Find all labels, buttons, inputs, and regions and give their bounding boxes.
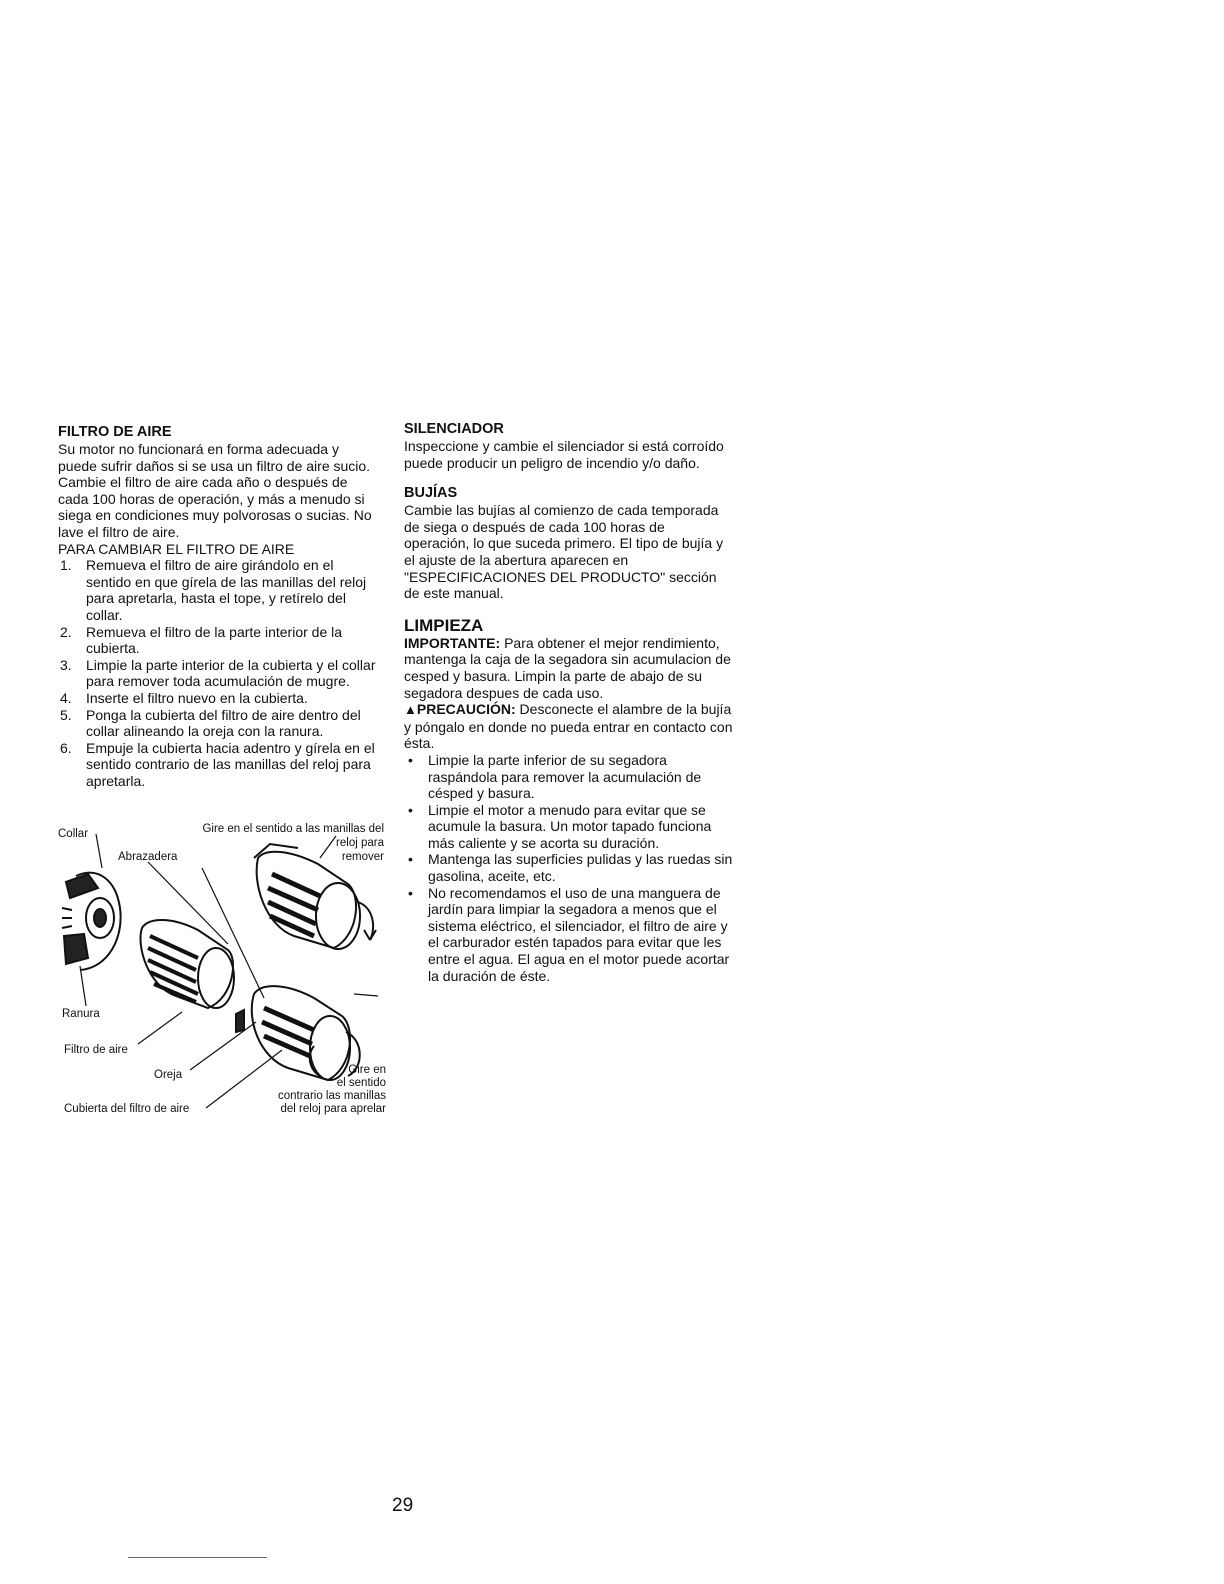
page-number: 29 <box>392 1495 414 1516</box>
left-column <box>58 424 380 789</box>
caution-label: PRECAUCIÓN: <box>416 701 516 718</box>
label-turn-remove-3: remover <box>341 851 384 863</box>
bullet-icon: • <box>408 751 413 768</box>
air-filter-diagram <box>58 818 392 1124</box>
list-item: • No recomendamos el uso de una manguera de jardín para limpiar la segadora a menos que el sistema eléctrico, el silenciador, el filtro de aire y el carburador estén tapados para evitar que les entre el agua. El agua en el motor puede acortar la duración de éste. <box>408 884 730 984</box>
label-slot: Ranura <box>62 1008 100 1020</box>
important-note: IMPORTANTE: Para obtener el mejor rendimiento, mantenga la caja de la segadora sin acumulacion de cesped y basura. Limpin la parte de abajo de su segadora despues de cada uso. <box>404 634 731 701</box>
air-filter-intro: Su motor no funcionará en forma adecuada y puede sufrir daños si se usa un filtro de aire sucio. <box>58 441 371 474</box>
label-ear: Oreja <box>154 1069 183 1081</box>
label-collar: Collar <box>58 828 89 840</box>
spark-plugs-text: Cambie las bujías al comienzo de cada temporada de siega o después de cada 100 horas de operación, lo que suceda primero. El tipo de bujía y el ajuste de la abertura aparecen en "ESPECIFICACIONES DEL PRODUCTO" sección de este manual. <box>404 502 724 602</box>
cleaning-bullets <box>404 752 734 984</box>
change-filter-heading: PARA CAMBIAR EL FILTRO DE AIRE <box>58 540 295 557</box>
caution-note: ▲PRECAUCIÓN: Desconecte el alambre de la bujía y póngalo en donde no pueda entrar en contacto con ésta. <box>404 701 733 752</box>
step-item: 6. Empuje la cubierta hacia adentro y gírela en el sentido contrario de las manillas del reloj para apretarla. <box>60 739 375 789</box>
muffler-text: Inspeccione y cambie el silenciador si está corroído puede producir un peligro de incendio y/o daño. <box>404 438 724 471</box>
label-clamp: Abrazadera <box>118 851 178 863</box>
bullet-icon: • <box>408 851 413 868</box>
label-air-filter: Filtro de aire <box>64 1044 128 1056</box>
step-item: 3. Limpie la parte interior de la cubierta y el collar para remover toda acumulación de mugre. <box>60 656 376 690</box>
important-label: IMPORTANTE: <box>404 634 501 651</box>
air-filter-heading: FILTRO DE AIRE <box>58 424 172 440</box>
label-turn-tighten-2: el sentido <box>336 1077 386 1089</box>
footer-rule <box>128 1557 267 1558</box>
label-turn-tighten-1: Gire en <box>348 1064 386 1076</box>
label-cover: Cubierta del filtro de aire <box>64 1103 190 1115</box>
list-item: • Limpie el motor a menudo para evitar que se acumule la basura. Un motor tapado funciona más caliente y se acorta su duración. <box>408 801 712 851</box>
warning-icon: ▲ <box>404 702 417 718</box>
bullet-icon: • <box>408 801 413 818</box>
bullet-icon: • <box>408 884 413 901</box>
step-item: 2. Remueva el filtro de la parte interior de la cubierta. <box>60 623 343 657</box>
list-item: • Limpie la parte inferior de su segadora raspándola para remover la acumulación de césped y basura. <box>408 751 702 802</box>
change-filter-steps <box>58 557 380 789</box>
list-item: • Mantenga las superficies pulidas y las ruedas sin gasolina, aceite, etc. <box>408 851 733 885</box>
label-turn-tighten-4: del reloj para aprelar <box>280 1103 386 1115</box>
label-turn-remove-1: Gire en el sentido a las manillas del <box>202 823 384 835</box>
muffler-heading: SILENCIADOR <box>404 421 504 437</box>
label-turn-remove-2: reloj para <box>336 837 384 849</box>
step-item: 1. Remueva el filtro de aire girándolo en el sentido en que gírela de las manillas del reloj para apretarla, hasta el tope, y retírelo del collar. <box>60 557 367 623</box>
label-turn-tighten-3: contrario las manillas <box>277 1090 386 1102</box>
step-item: 5. Ponga la cubierta del filtro de aire dentro del collar alineando la oreja con la ranura. <box>60 706 361 740</box>
cleaning-heading: LIMPIEZA <box>404 615 484 635</box>
air-filter-interval: Cambie el filtro de aire cada año o después de cada 100 horas de operación, y más a menudo si siega en condiciones muy polvorosas o sucias. No lave el filtro de aire. <box>58 474 372 540</box>
spark-plugs-heading: BUJÍAS <box>404 485 458 502</box>
right-column <box>404 421 734 984</box>
step-item: 4. Inserte el filtro nuevo en la cubierta. <box>60 689 308 706</box>
